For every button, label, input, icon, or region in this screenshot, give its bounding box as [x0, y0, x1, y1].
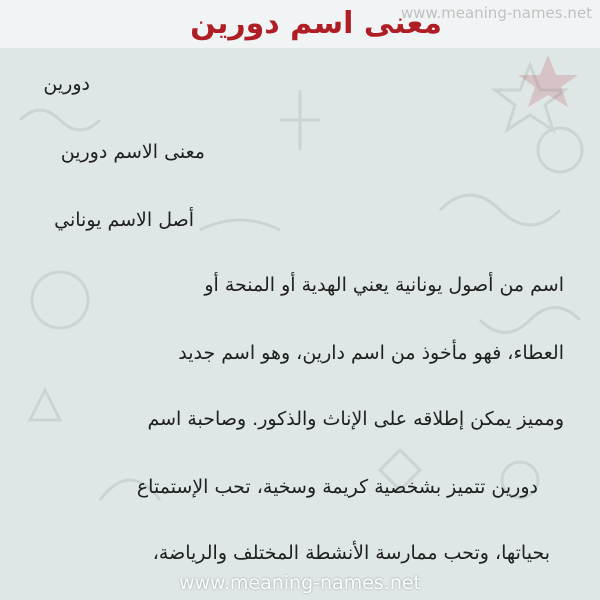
meaning-line: معنى الاسم دورين: [60, 141, 205, 163]
name-line: دورين: [43, 73, 90, 95]
description-line-2: العطاء، فهو مأخوذ من اسم دارين، وهو اسم جديد: [178, 342, 564, 364]
origin-line: أصل الاسم يوناني: [54, 209, 194, 231]
description-line-1: اسم من أصول يونانية يعني الهدية أو المنحة أو: [204, 274, 564, 296]
description-line-4: دورين تتميز بشخصية كريمة وسخية، تحب الإستمتاع: [136, 476, 538, 498]
watermark-bottom: www.meaning-names.net: [178, 572, 422, 594]
page-title: معنى اسم دورين: [190, 6, 442, 41]
watermark-top: www.meaning-names.net: [400, 4, 592, 22]
description-line-5: بحياتها، وتحب ممارسة الأنشطة المختلف والرياضة،: [152, 542, 550, 564]
description-line-3: ومميز يمكن إطلاقه على الإناث والذكور. وصاحبة اسم: [147, 408, 564, 430]
